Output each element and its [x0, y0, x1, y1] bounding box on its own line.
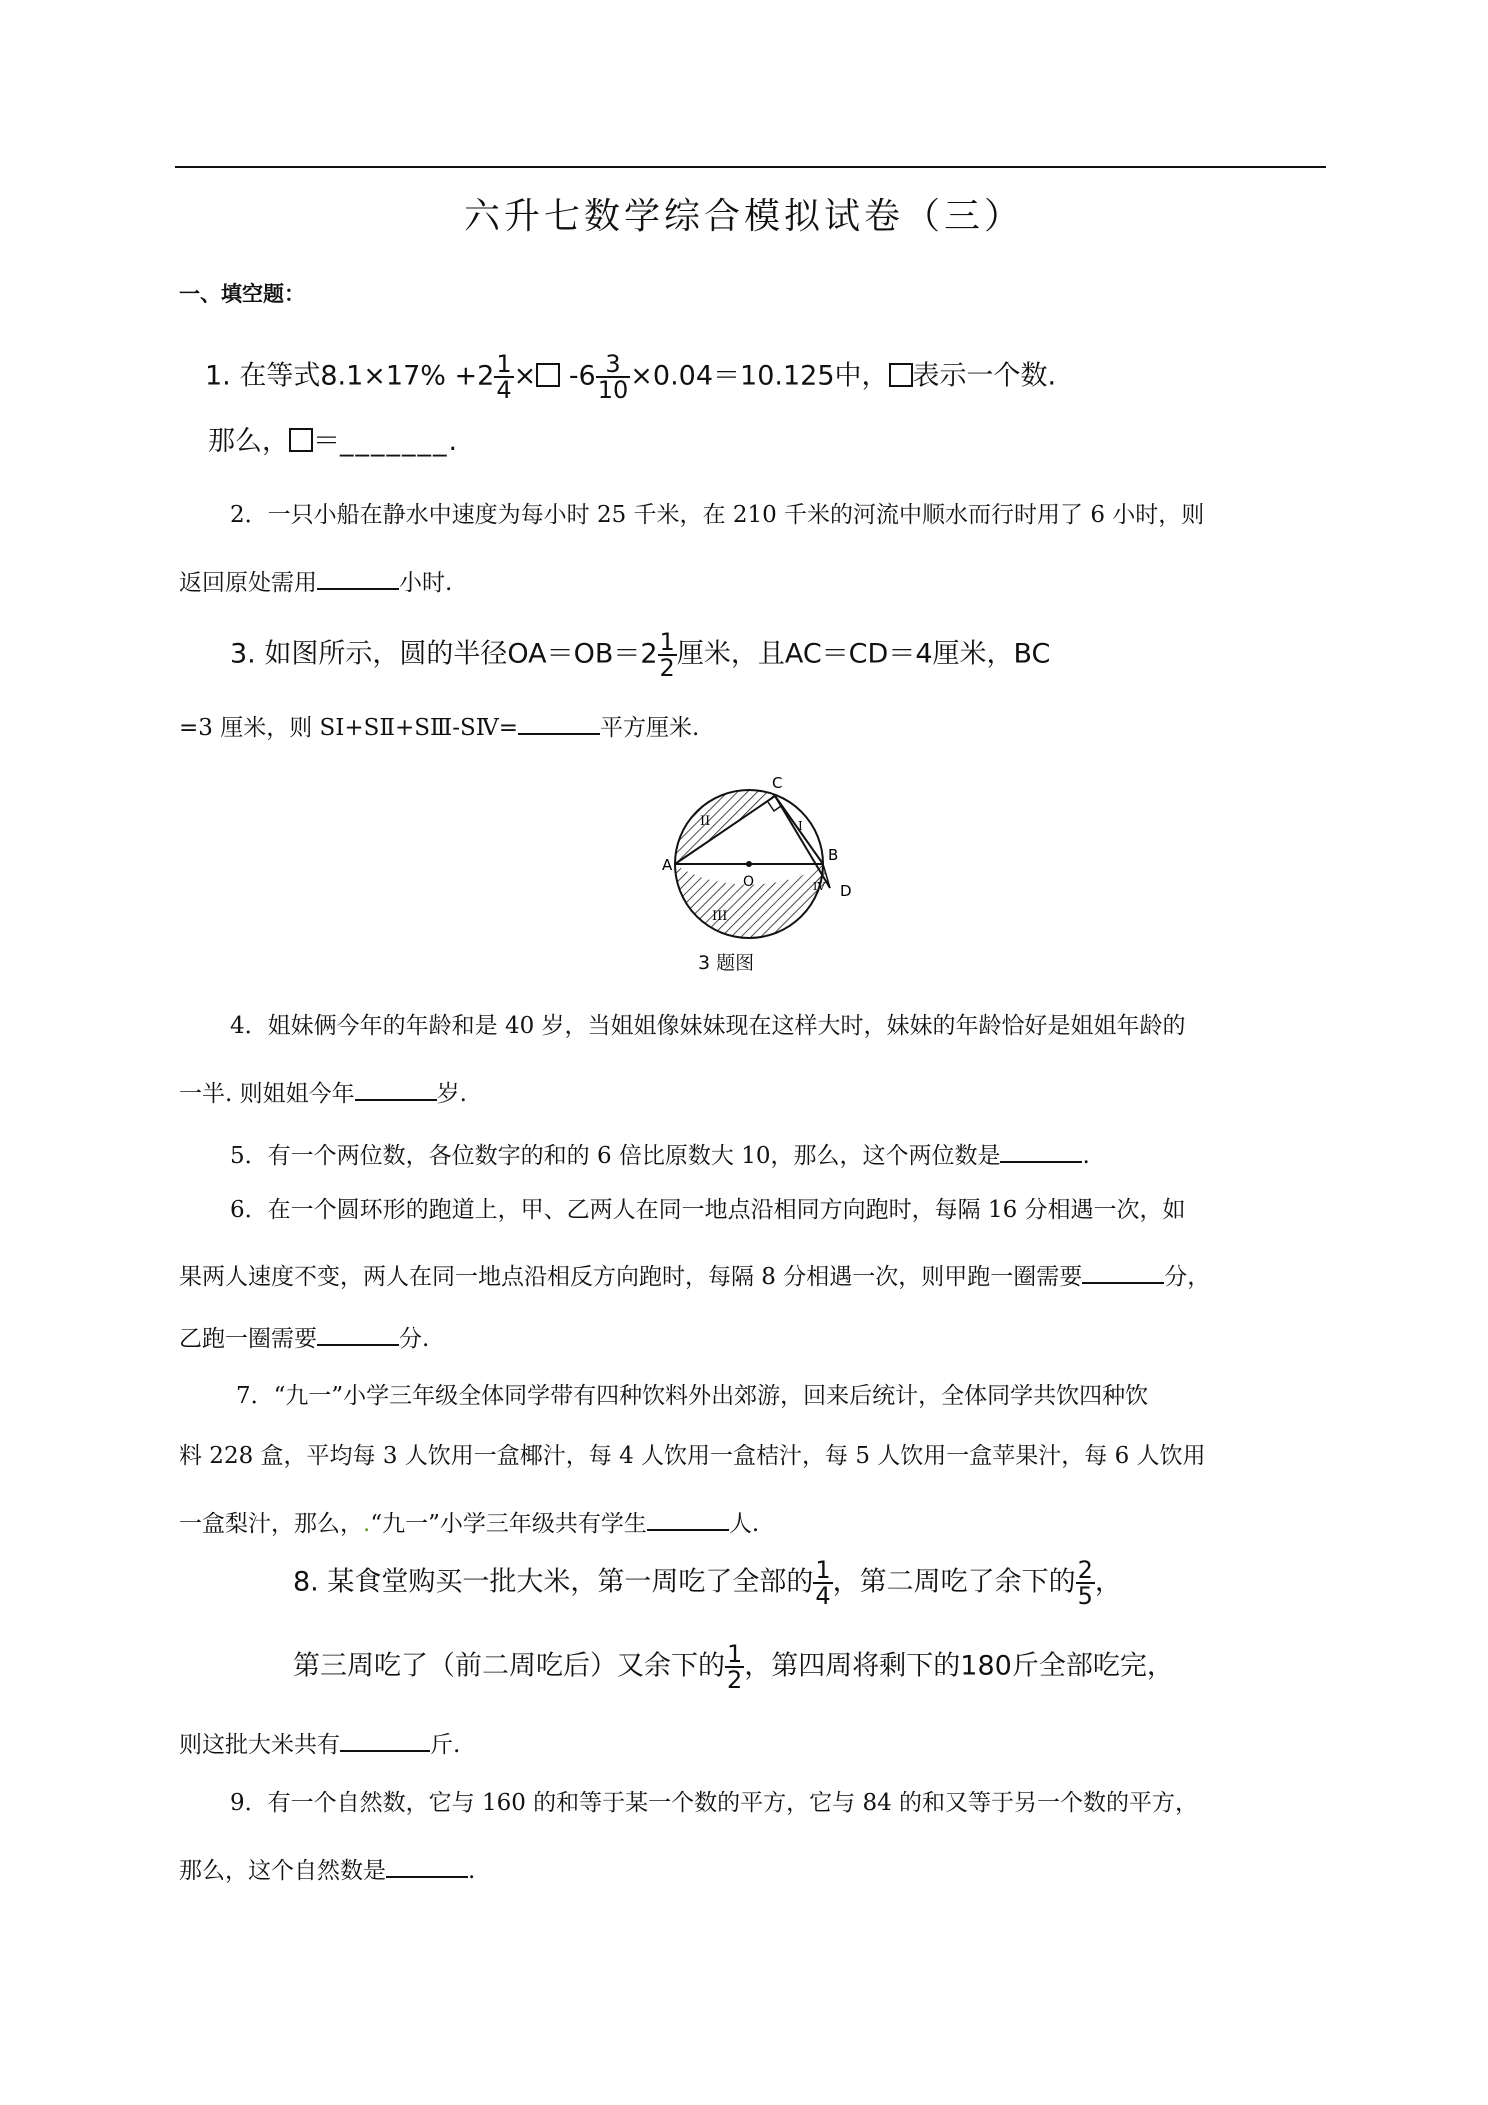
center-point — [746, 861, 752, 867]
question-6-line-2: 果两人速度不变，两人在同一地点沿相反方向跑时，每隔 8 分相遇一次，则甲跑一圈需要 分， — [179, 1260, 1210, 1289]
question-8-line-3: 则这批大米共有 斤. — [179, 1728, 460, 1757]
question-8-line-1: 8. 某食堂购买一批大米，第一周吃了全部的 $\frac{1}{4}$ ，第二周吃了余下的 $\frac{2}{5}$ ， — [293, 1556, 1122, 1610]
label-II: II — [700, 814, 711, 829]
label-D: D — [840, 882, 852, 900]
segment-CD — [775, 796, 830, 888]
question-5-line-1: 5．有一个两位数，各位数字的和的 6 倍比原数大 10，那么，这个两位数是 . — [230, 1139, 1090, 1168]
fraction: $\frac{1}{2}$ — [659, 628, 675, 682]
question-2-line-2: 返回原处需用 小时. — [179, 566, 452, 595]
circle-geometry-figure — [650, 770, 870, 950]
answer-blank[interactable] — [1000, 1139, 1082, 1163]
answer-blank[interactable] — [317, 566, 399, 590]
question-4-line-2: 一半. 则姐姐今年 岁. — [179, 1077, 467, 1106]
question-3-line-1: 3. 如图所示，圆的半径OA＝OB＝2 $\frac{1}{2}$ 厘米，且AC＝CD＝4厘米，BC — [230, 628, 1051, 682]
fraction: $\frac{3}{10}$ — [597, 350, 629, 404]
answer-blank[interactable] — [1082, 1260, 1164, 1284]
question-3-line-2: =3 厘米，则 SⅠ+SⅡ+SⅢ-SⅣ= 平方厘米. — [179, 711, 699, 740]
question-9-line-1: 9．有一个自然数，它与 160 的和等于某一个数的平方，它与 84 的和又等于另一个数的平方， — [230, 1790, 1199, 1816]
question-4-line-1: 4．姐妹俩今年的年龄和是 40 岁，当姐姐像妹妹现在这样大时，妹妹的年龄恰好是姐姐年龄的 — [230, 1013, 1186, 1039]
label-O: O — [743, 874, 755, 890]
question-6-line-1: 6．在一个圆环形的跑道上，甲、乙两人在同一地点沿相同方向跑时，每隔 16 分相遇一次，如 — [230, 1197, 1186, 1223]
question-8-line-2: 第三周吃了（前二周吃后）又余下的 $\frac{1}{2}$ ，第四周将剩下的180斤全部吃完， — [293, 1640, 1174, 1694]
question-7-line-3: 一盒梨汁，那么，.“九一”小学三年级共有学生 人. — [179, 1507, 759, 1536]
label-I: I — [798, 819, 803, 833]
label-IV: IV — [813, 880, 826, 893]
question-1-line-1: 1. 在等式8.1×17% +2 $\frac{1}{4}$ × -6 $\frac{3}{10}$ ×0.04＝10.125中， 表示一个数. — [205, 350, 1057, 404]
answer-blank[interactable] — [340, 1728, 430, 1752]
label-B: B — [828, 846, 839, 864]
question-7-line-2: 料 228 盒，平均每 3 人饮用一盒椰汁，每 4 人饮用一盒桔汁，每 5 人饮用一盒苹果汁，每 6 人饮用 — [179, 1443, 1206, 1469]
fraction: $\frac{1}{4}$ — [496, 350, 512, 404]
answer-blank[interactable] — [317, 1322, 399, 1346]
question-1-line-2: 那么， ＝_______. — [208, 426, 458, 457]
section-heading-fill-blank: 一、填空题： — [179, 282, 305, 306]
answer-blank[interactable] — [518, 711, 600, 735]
answer-blank[interactable] — [355, 1077, 437, 1101]
question-2-line-1: 2．一只小船在静水中速度为每小时 25 千米，在 210 千米的河流中顺水而行时用了 6 小时，则 — [230, 502, 1205, 528]
header-rule — [175, 166, 1326, 168]
answer-blank[interactable] — [386, 1854, 468, 1878]
label-A: A — [662, 856, 673, 874]
question-7-line-1: 7．“九一”小学三年级全体同学带有四种饮料外出郊游，回来后统计，全体同学共饮四种饮 — [236, 1383, 1149, 1409]
fraction: $\frac{1}{4}$ — [815, 1556, 831, 1610]
figure-caption: 3 题图 — [698, 952, 755, 974]
page-title: 六升七数学综合模拟试卷（三） — [463, 196, 1024, 237]
unknown-box — [889, 363, 913, 387]
label-III: III — [712, 909, 728, 924]
fraction: $\frac{1}{2}$ — [727, 1640, 743, 1694]
answer-blank[interactable] — [647, 1507, 729, 1531]
fraction: $\frac{2}{5}$ — [1077, 1556, 1093, 1610]
question-6-line-3: 乙跑一圈需要 分. — [179, 1322, 429, 1351]
question-9-line-2: 那么，这个自然数是 . — [179, 1854, 475, 1883]
unknown-box — [289, 428, 313, 452]
unknown-box — [536, 363, 560, 387]
stray-mark: . — [363, 1511, 371, 1537]
label-C: C — [772, 774, 783, 792]
